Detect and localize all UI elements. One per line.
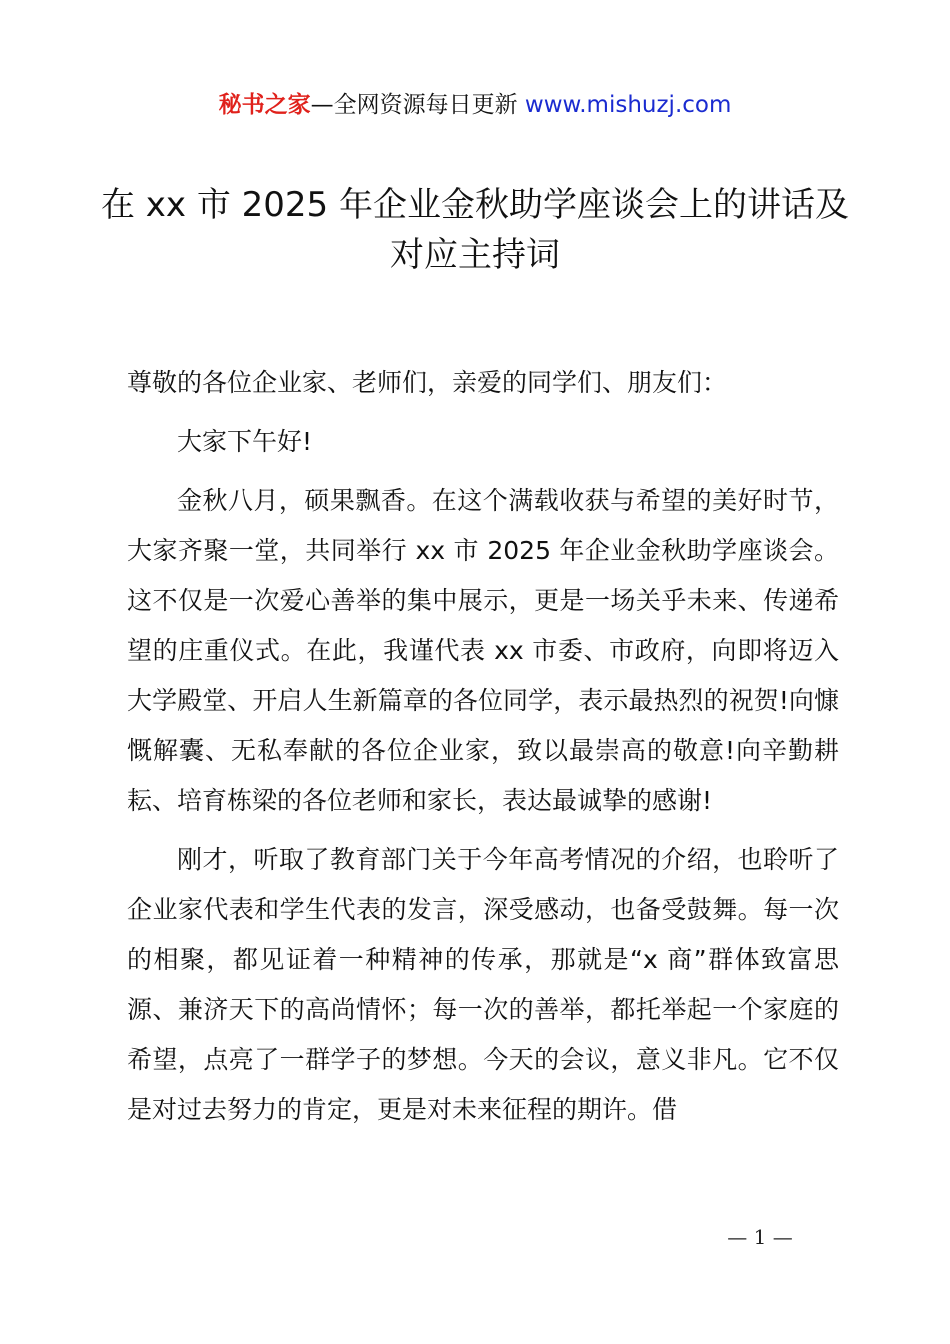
paragraph-opening: 金秋八月，硕果飘香。在这个满载收获与希望的美好时节，大家齐聚一堂，共同举行 xx 市 2025 年企业金秋助学座谈会。这不仅是一次爱心善举的集中展示，更是一场关乎未来、传递希望的庄重仪式。在此，我谨代表 xx 市委、市政府，向即将迈入大学殿堂、开启人生新篇章的各位同学，表示最热烈的祝贺!向慷慨解囊、无私奉献的各位企业家，致以最崇高的敬意!向辛勤耕耘、培育栋梁的各位老师和家长，表达最诚挚的感谢! (127, 486, 839, 815)
paragraph-greeting: 大家下午好! (177, 427, 313, 456)
brand-name: 秘书之家 (218, 92, 311, 118)
page-number: — 1 — (727, 1225, 793, 1249)
document-title: 在 xx 市 2025 年企业金秋助学座谈会上的讲话及对应主持词 (101, 185, 849, 275)
site-url-link[interactable]: www.mishuzj.com (524, 92, 732, 118)
document-body (127, 358, 839, 1144)
header-tagline: —全网资源每日更新 (310, 92, 525, 118)
salutation: 尊敬的各位企业家、老师们，亲爱的同学们、朋友们： (127, 368, 728, 397)
site-header (0, 88, 950, 122)
paragraph-significance: 刚才，听取了教育部门关于今年高考情况的介绍，也聆听了企业家代表和学生代表的发言，深受感动，也备受鼓舞。每一次的相聚，都见证着一种精神的传承，那就是“x 商”群体致富思源、兼济天下的高尚情怀；每一次的善举，都托举起一个家庭的希望，点亮了一群学子的梦想。今天的会议，意义非凡。它不仅是对过去努力的肯定，更是对未来征程的期许。借 (127, 845, 839, 1124)
